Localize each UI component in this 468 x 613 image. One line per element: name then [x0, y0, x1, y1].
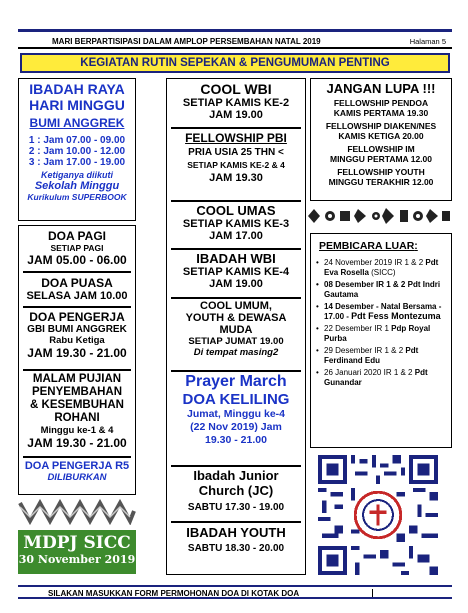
divider	[171, 200, 301, 202]
header-message: MARI BERPARTISIPASI DALAM AMPLOP PERSEMBAHAN NATAL 2019	[52, 37, 321, 46]
divider	[23, 271, 131, 273]
divider	[171, 127, 301, 129]
doa-r5-sub: DILIBURKAN	[47, 472, 107, 483]
fellowship-pbi	[167, 131, 305, 184]
ibadah-wbi	[167, 251, 305, 290]
service-1: 1 : Jam 07.00 - 09.00	[28, 135, 126, 146]
fellowship-pbi-sub: PRIA USIA 25 THN <	[188, 147, 284, 158]
doa-puasa	[19, 276, 135, 302]
reminder-3-a: FELLOWSHIP IM	[347, 144, 415, 154]
list-item	[315, 258, 447, 277]
speaker-name: Pdt Fess Montezuma	[351, 310, 441, 321]
cool-umum-l1: COOL UMUM,	[200, 300, 272, 312]
reminder-4-a: FELLOWSHIP YOUTH	[337, 167, 425, 177]
ibadah-raya-title2: HARI MINGGU	[29, 97, 125, 113]
doa-pengerja	[19, 310, 135, 360]
speaker-date: 24 November 2019 IR 1 & 2	[324, 258, 426, 267]
ibadah-youth-title: IBADAH YOUTH	[186, 525, 286, 540]
malam-pujian-sub: Minggu ke-1 & 4	[40, 425, 114, 436]
fellowship-pbi-time: JAM 19.30	[209, 172, 263, 184]
doa-pagi-title: DOA PAGI	[47, 229, 106, 243]
ibadah-raya-box	[18, 78, 136, 221]
cool-umas-title: COOL UMAS	[196, 203, 276, 218]
ibadah-raya-note: Ketiganya diikuti	[40, 170, 113, 180]
batik-pattern-graphic	[308, 205, 452, 228]
divider	[171, 248, 301, 250]
list-item	[315, 368, 447, 387]
speaker-date: 22 Desember IR 1	[324, 324, 392, 333]
reminder-2-a: FELLOWSHIP DIAKEN/NES	[325, 121, 437, 131]
ibadah-junior-time: SABTU 17.30 - 19.00	[187, 502, 285, 513]
malam-pujian-time: JAM 19.30 - 21.00	[27, 436, 127, 450]
doa-r5	[19, 460, 135, 483]
sekolah-minggu: Sekolah Minggu	[34, 180, 120, 192]
cool-umum-note: Di tempat masing2	[193, 347, 279, 358]
weekly-activities-box	[166, 78, 306, 575]
ornament-graphic	[18, 499, 136, 525]
prayer-schedule-box	[18, 225, 136, 495]
speaker-name: Pdp Royal Purba	[324, 324, 431, 343]
reminder-1-b: KAMIS PERTAMA 19.30	[333, 108, 429, 118]
ibadah-raya-title1: IBADAH RAYA	[29, 81, 125, 97]
doa-pengerja-time: JAM 19.30 - 21.00	[27, 346, 127, 360]
cool-wbi-time: JAM 19.00	[209, 109, 263, 121]
speaker-name: Pdt Ferdinand Edu	[324, 346, 419, 365]
doa-puasa-time: SELASA JAM 10.00	[26, 290, 128, 302]
reminder-2-b: KAMIS KETIGA 20.00	[338, 131, 424, 141]
speaker-name: Pdt Gunandar	[324, 368, 428, 387]
malam-pujian-l3: & KESEMBUHAN	[30, 399, 124, 411]
malam-pujian-l1: MALAM PUJIAN	[32, 373, 122, 385]
prayer-march-l1: Prayer March	[185, 373, 287, 390]
doa-pagi-sub: SETIAP PAGI	[50, 243, 104, 253]
cool-umum-l2: YOUTH & DEWASA	[185, 312, 287, 324]
ibadah-wbi-sub: SETIAP KAMIS KE-4	[182, 266, 290, 278]
malam-pujian	[19, 373, 135, 450]
ibadah-raya-place: BUMI ANGGREK	[29, 116, 125, 130]
speaker-name: Pdt Eva Rosella	[324, 258, 439, 277]
prayer-march-l5: 19.30 - 21.00	[205, 434, 267, 446]
mdpj-title: MDPJ SICC	[23, 533, 131, 553]
footer-message: SILAKAN MASUKKAN FORM PERMOHONAN DOA DI KOTAK DOA	[48, 589, 300, 598]
divider	[171, 521, 301, 523]
jangan-lupa-title: JANGAN LUPA !!!	[326, 81, 436, 96]
prayer-march-l2: DOA KELILING	[182, 391, 290, 408]
prayer-march-l4: (22 Nov 2019) Jam	[190, 421, 282, 433]
divider	[171, 370, 301, 372]
mdpj-banner	[18, 530, 136, 574]
list-item	[315, 346, 447, 365]
ibadah-wbi-time: JAM 19.00	[209, 278, 263, 290]
pembicara-title: PEMBICARA LUAR:	[319, 240, 418, 252]
service-3: 3 : Jam 17.00 - 19.00	[28, 157, 126, 168]
footer-strip	[18, 585, 452, 599]
prayer-march	[167, 373, 305, 447]
divider	[171, 297, 301, 299]
ibadah-wbi-title: IBADAH WBI	[196, 251, 276, 266]
speaker-date: 08 Desember IR 1 & 2	[324, 280, 408, 289]
reminder-4-b: MINGGU TERAKHIR 12.00	[328, 177, 434, 187]
doa-pagi-time: JAM 05.00 - 06.00	[27, 253, 127, 267]
page-number: Halaman 5	[409, 37, 446, 46]
reminder-3-b: MINGGU PERTAMA 12.00	[329, 154, 433, 164]
speaker-extra: (SICC)	[368, 267, 396, 277]
cool-wbi-sub: SETIAP KAMIS KE-2	[182, 97, 290, 109]
section-banner: KEGIATAN RUTIN SEPEKAN & PENGUMUMAN PENTING	[20, 53, 450, 73]
list-item	[315, 302, 447, 321]
ibadah-youth	[167, 525, 305, 554]
fellowship-pbi-day: SETIAP KAMIS KE-2 & 4	[187, 160, 285, 170]
cool-umas-time: JAM 17.00	[209, 230, 263, 242]
fellowship-pbi-title: FELLOWSHIP PBI	[185, 131, 287, 145]
cool-umum	[167, 300, 305, 358]
malam-pujian-l2: PENYEMBAHAN	[31, 386, 123, 398]
cool-wbi	[167, 81, 305, 121]
qr-code-image	[318, 455, 438, 575]
pembicara-luar-box	[310, 233, 452, 448]
cool-umum-l3: MUDA	[219, 324, 253, 336]
ibadah-youth-time: SABTU 18.30 - 20.00	[187, 543, 285, 554]
list-item	[315, 324, 447, 343]
cool-wbi-title: COOL WBI	[200, 81, 272, 97]
cool-umum-sub: SETIAP JUMAT 19.00	[188, 336, 284, 347]
list-item	[315, 280, 447, 299]
malam-pujian-l4: ROHANI	[54, 412, 100, 424]
divider	[23, 456, 131, 458]
doa-pengerja-day: Rabu Ketiga	[49, 335, 105, 346]
service-2: 2 : Jam 10.00 - 12.00	[28, 146, 126, 157]
speaker-date: 29 Desember IR 1 & 2	[324, 346, 406, 355]
jangan-lupa-box	[310, 78, 452, 201]
pembicara-title-text: PEMBICARA LUAR	[319, 240, 415, 252]
cool-umas	[167, 203, 305, 242]
speaker-date: 14 Desember - Natal Bersama - 17.00 -	[324, 302, 442, 321]
header-strip	[18, 32, 452, 49]
divider	[23, 306, 131, 308]
ibadah-junior-l2: Church (JC)	[198, 483, 274, 498]
cool-umas-sub: SETIAP KAMIS KE-3	[182, 218, 290, 230]
speaker-list	[315, 258, 447, 387]
prayer-march-l3: Jumat, Minggu ke-4	[186, 408, 285, 420]
footer-divider	[372, 589, 452, 597]
speaker-name: Pdt Indri Gautama	[324, 280, 441, 299]
divider	[171, 465, 301, 467]
doa-puasa-title: DOA PUASA	[41, 276, 113, 290]
reminder-1-a: FELLOWSHIP PENDOA	[333, 98, 429, 108]
doa-pagi	[19, 229, 135, 267]
doa-r5-title: DOA PENGERJA R5	[24, 460, 130, 472]
doa-pengerja-title: DOA PENGERJA	[29, 310, 125, 324]
doa-pengerja-place: GBI BUMI ANGGREK	[27, 324, 127, 335]
curriculum: Kurikulum SUPERBOOK	[27, 192, 127, 202]
ibadah-junior-l1: Ibadah Junior	[193, 468, 279, 483]
ibadah-junior	[167, 468, 305, 513]
divider	[23, 369, 131, 371]
speaker-date: 26 Januari 2020 IR 1 & 2	[324, 368, 415, 377]
mdpj-date: 30 November 2019	[18, 553, 136, 566]
